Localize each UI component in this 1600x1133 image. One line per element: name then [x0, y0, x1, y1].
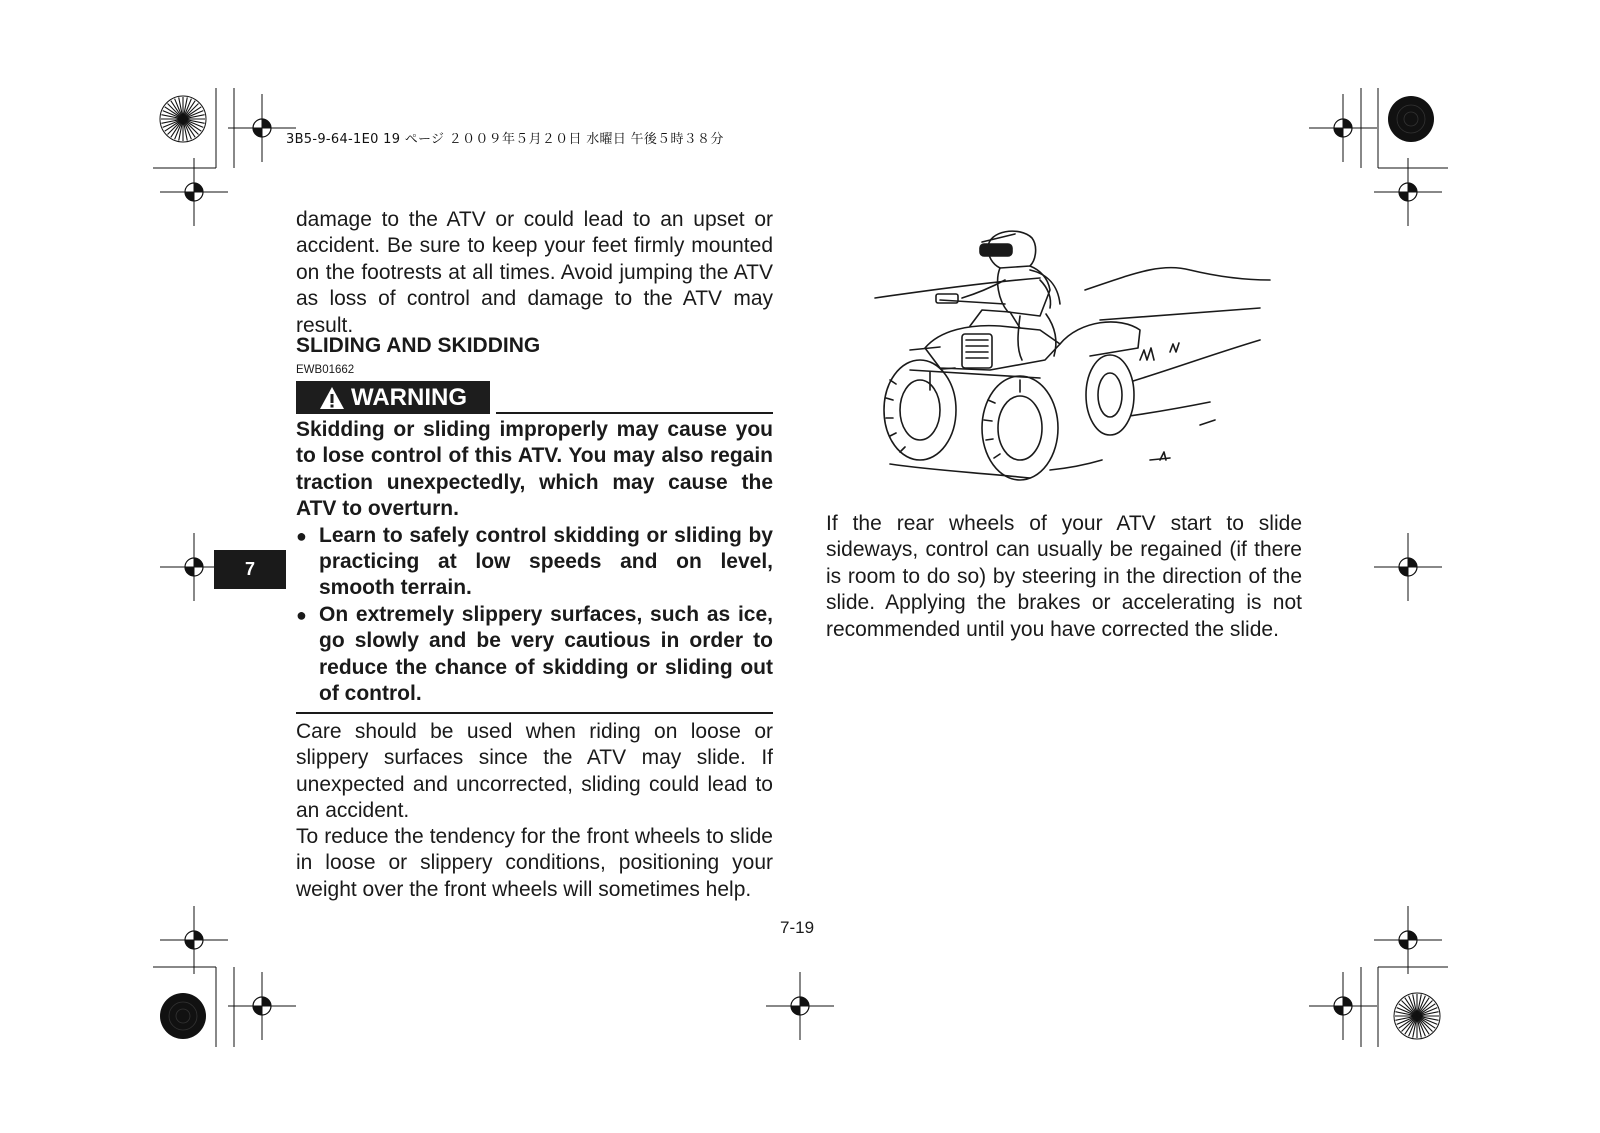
chapter-tab: 7 [214, 550, 286, 589]
warning-code: EWB01662 [296, 364, 355, 376]
bullet-dot-icon: ● [296, 525, 307, 546]
warning-bullet-text: On extremely slippery surfaces, such as ice, go slowly and be very cautious in order to reduce the chance of skidding or sliding out of control. [319, 602, 773, 706]
section-heading: SLIDING AND SKIDDING [296, 334, 541, 357]
intro-paragraph: damage to the ATV or could lead to an upset or accident. Be sure to keep your feet firmly mounted on the footrests at all times. Avoid jumping the ATV as loss of control and damage to the ATV may result. [296, 208, 773, 337]
warning-banner [296, 381, 773, 415]
warning-label-box [296, 381, 490, 414]
warning-bullet-text: Learn to safely control skidding or sliding by practicing at low speeds and on level, smooth terrain. [319, 523, 773, 600]
warning-text: Skidding or sliding improperly may cause you to lose control of this ATV. You may also regain traction unexpectedly, which may cause the ATV to overturn. [296, 418, 773, 521]
warning-bullet [296, 602, 773, 708]
page-number: 7-19 [780, 918, 815, 937]
slide-paragraph: If the rear wheels of your ATV start to slide sideways, control can usually be regained (if there is room to do so) by steering in the direction of the slide. Applying the brakes or accelerating is not recommended until you have corrected the slide. [826, 512, 1302, 641]
print-header: 3B5-9-64-1E0 19 ページ ２００９年５月２０日 水曜日 午後５時３８分 [286, 132, 724, 147]
warning-rule [496, 412, 773, 414]
warning-triangle-icon [319, 386, 345, 410]
warning-body [296, 417, 773, 707]
warning-bullet [296, 523, 773, 602]
bullet-dot-icon: ● [296, 604, 307, 625]
warning-end-rule [296, 712, 773, 714]
reduce-paragraph: To reduce the tendency for the front wheels to slide in loose or slippery conditions, positioning your weight over the front wheels will sometimes help. [296, 825, 773, 901]
care-paragraph: Care should be used when riding on loose or slippery surfaces since the ATV may slide. If unexpected and uncorrected, sliding could lead to an accident. [296, 720, 773, 823]
atv-rider-illustration [870, 220, 1280, 490]
warning-label: WARNING [351, 383, 467, 411]
